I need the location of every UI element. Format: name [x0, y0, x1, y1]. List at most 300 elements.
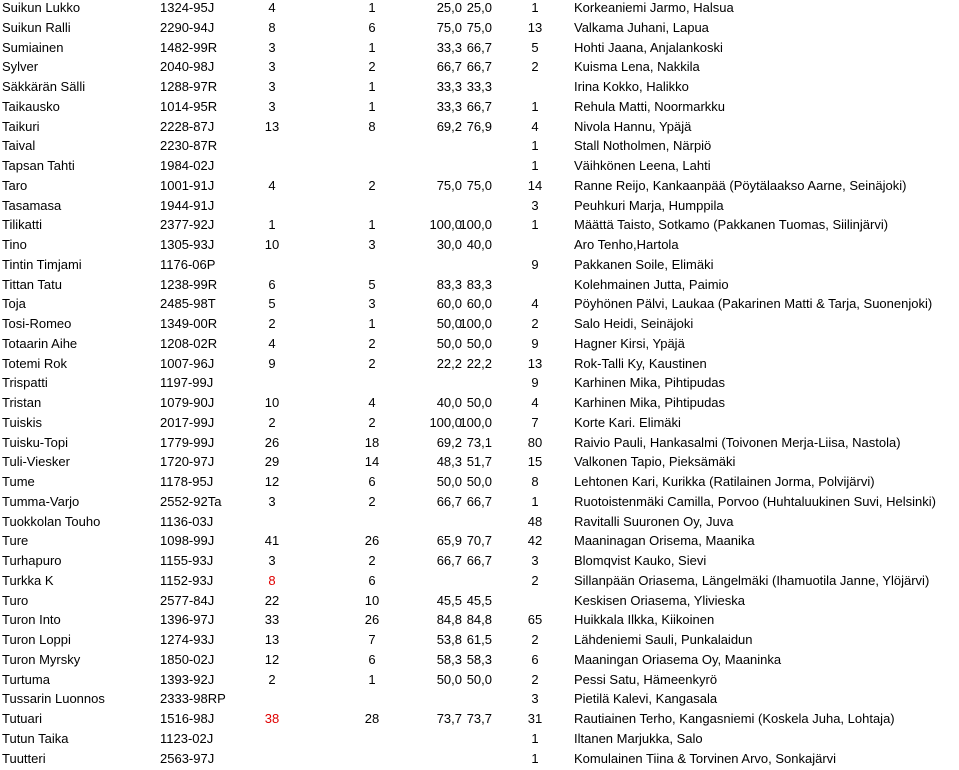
registration-number: 2577-84J — [160, 592, 215, 608]
owner-name: Iltanen Marjukka, Salo — [574, 730, 703, 746]
registration-number: 2377-92J — [160, 217, 215, 233]
horse-name: Sumiainen — [2, 39, 64, 55]
owner-name: Pöyhönen Pälvi, Laukaa (Pakarinen Matti & Tarja, Suonenjoki) — [574, 296, 933, 312]
starts-count: 33 — [264, 612, 280, 628]
offspring-count: 1 — [531, 0, 539, 15]
offspring-count: 2 — [531, 671, 539, 687]
registration-number: 1274-93J — [160, 632, 215, 647]
offspring-count: 2 — [531, 316, 539, 331]
owner-name: Maaninagan Orisema, Maanika — [574, 533, 755, 549]
registration-number: 2563-97J — [160, 750, 215, 766]
owner-name: Valkonen Tapio, Pieksämäki — [574, 454, 736, 470]
starts-count: 26 — [264, 434, 280, 450]
offspring-count: 2 — [531, 572, 539, 588]
registration-number: 1136-03J — [160, 513, 214, 529]
place-percent: 66,7 — [466, 39, 492, 55]
offspring-count: 13 — [527, 355, 543, 371]
owner-name: Pakkanen Soile, Elimäki — [574, 256, 714, 272]
offspring-count: 9 — [531, 335, 539, 351]
win-percent: 50,0 — [436, 671, 462, 687]
horse-name: Tilikatti — [2, 217, 42, 233]
starts-count: 12 — [264, 651, 280, 667]
wins-count: 1 — [368, 316, 376, 331]
place-percent: 66,7 — [466, 493, 492, 509]
starts-count: 3 — [268, 59, 276, 75]
table-row — [0, 691, 959, 711]
table-row — [0, 632, 959, 652]
table-row — [0, 395, 959, 415]
win-percent: 84,8 — [436, 612, 462, 628]
horse-name: Turkka K — [2, 572, 54, 588]
win-percent: 100,0 — [429, 217, 462, 233]
place-percent: 84,8 — [466, 612, 492, 628]
owner-name: Nivola Hannu, Ypäjä — [574, 118, 692, 134]
win-percent: 69,2 — [436, 434, 462, 450]
offspring-count: 4 — [531, 395, 539, 410]
offspring-count: 1 — [531, 98, 539, 114]
horse-name: Totemi Rok — [2, 355, 68, 371]
table-row — [0, 119, 959, 139]
offspring-count: 7 — [531, 414, 539, 430]
horse-name: Taikausko — [2, 98, 60, 114]
horse-name: Tristan — [2, 395, 42, 410]
owner-name: Rok-Talli Ky, Kaustinen — [574, 355, 707, 371]
registration-number: 1779-99J — [160, 434, 215, 450]
starts-count: 3 — [268, 79, 276, 94]
wins-count: 14 — [364, 454, 380, 470]
horse-name: Taival — [2, 138, 36, 154]
registration-number: 2333-98RP — [160, 691, 226, 707]
owner-name: Määttä Taisto, Sotkamo (Pakkanen Tuomas, Siilinjärvi) — [574, 217, 889, 233]
registration-number: 1208-02R — [160, 335, 218, 351]
wins-count: 2 — [368, 355, 376, 371]
place-percent: 75,0 — [466, 19, 492, 35]
wins-count: 28 — [364, 711, 380, 726]
horse-name: Turon Myrsky — [2, 651, 81, 667]
horse-name: Tapsan Tahti — [2, 158, 75, 173]
win-percent: 25,0 — [436, 0, 462, 15]
wins-count: 1 — [368, 39, 376, 55]
registration-number: 2230-87R — [160, 138, 218, 154]
table-row — [0, 573, 959, 593]
place-percent: 70,7 — [466, 533, 492, 549]
win-percent: 50,0 — [436, 474, 462, 489]
owner-name: Kolehmainen Jutta, Paimio — [574, 276, 729, 292]
place-percent: 60,0 — [466, 296, 492, 312]
table-row — [0, 316, 959, 336]
place-percent: 73,7 — [466, 711, 492, 726]
win-percent: 50,0 — [436, 316, 462, 331]
offspring-count: 6 — [531, 651, 539, 667]
win-percent: 30,0 — [436, 237, 462, 252]
place-percent: 100,0 — [459, 217, 492, 233]
wins-count: 6 — [368, 19, 376, 35]
wins-count: 26 — [364, 612, 380, 628]
horse-name: Ture — [2, 533, 29, 549]
win-percent: 75,0 — [436, 19, 462, 35]
horse-name: Suikun Lukko — [2, 0, 81, 15]
registration-number: 2552-92Ta — [160, 493, 222, 509]
table-row — [0, 375, 959, 395]
registration-number: 2228-87J — [160, 118, 215, 134]
place-percent: 83,3 — [466, 276, 492, 292]
win-percent: 22,2 — [436, 355, 462, 371]
starts-count: 4 — [268, 177, 276, 193]
offspring-count: 80 — [527, 434, 543, 450]
win-percent: 53,8 — [436, 632, 462, 647]
registration-number: 1944-91J — [160, 197, 215, 213]
place-percent: 33,3 — [466, 79, 492, 94]
horse-name: Turhapuro — [2, 553, 62, 568]
place-percent: 25,0 — [466, 0, 492, 15]
table-row — [0, 612, 959, 632]
table-row — [0, 257, 959, 277]
owner-name: Sillanpään Oriasema, Längelmäki (Ihamuotila Janne, Ylöjärvi) — [574, 572, 930, 588]
owner-name: Valkama Juhani, Lapua — [574, 19, 709, 35]
horse-name: Tosi-Romeo — [2, 316, 72, 331]
owner-name: Lähdeniemi Sauli, Punkalaidun — [574, 632, 753, 647]
registration-number: 1393-92J — [160, 671, 215, 687]
place-percent: 51,7 — [466, 454, 492, 470]
owner-name: Pietilä Kalevi, Kangasala — [574, 691, 718, 707]
table-row — [0, 237, 959, 257]
owner-name: Aro Tenho,Hartola — [574, 237, 679, 252]
offspring-count: 42 — [527, 533, 543, 549]
starts-count: 13 — [264, 118, 280, 134]
place-percent: 100,0 — [459, 414, 492, 430]
place-percent: 75,0 — [466, 177, 492, 193]
starts-count: 2 — [268, 671, 276, 687]
horse-name: Tintin Timjami — [2, 256, 82, 272]
place-percent: 50,0 — [466, 474, 492, 489]
place-percent: 40,0 — [466, 237, 492, 252]
wins-count: 10 — [364, 592, 380, 608]
registration-number: 2290-94J — [160, 19, 215, 35]
starts-count: 12 — [264, 474, 280, 489]
horse-name: Tumma-Varjo — [2, 493, 80, 509]
offspring-count: 65 — [527, 612, 543, 628]
registration-number: 1197-99J — [160, 375, 214, 391]
registration-number: 1516-98J — [160, 711, 215, 726]
table-row — [0, 454, 959, 474]
starts-count: 8 — [268, 572, 276, 588]
horse-name: Taikuri — [2, 118, 40, 134]
win-percent: 50,0 — [436, 335, 462, 351]
horse-name: Tuokkolan Touho — [2, 513, 101, 529]
wins-count: 1 — [368, 217, 376, 233]
wins-count: 5 — [368, 276, 376, 292]
registration-number: 1176-06P — [160, 256, 216, 272]
owner-name: Hagner Kirsi, Ypäjä — [574, 335, 685, 351]
registration-number: 1178-95J — [160, 474, 214, 489]
starts-count: 10 — [264, 395, 280, 410]
starts-count: 5 — [268, 296, 276, 312]
table-row — [0, 593, 959, 613]
owner-name: Pessi Satu, Hämeenkyrö — [574, 671, 718, 687]
place-percent: 50,0 — [466, 335, 492, 351]
table-row — [0, 99, 959, 119]
table-row — [0, 731, 959, 751]
place-percent: 45,5 — [466, 592, 492, 608]
offspring-count: 1 — [531, 493, 539, 509]
win-percent: 58,3 — [436, 651, 462, 667]
starts-count: 29 — [264, 454, 280, 470]
registration-number: 1238-99R — [160, 276, 218, 292]
wins-count: 3 — [368, 237, 376, 252]
place-percent: 76,9 — [466, 118, 492, 134]
owner-name: Salo Heidi, Seinäjoki — [574, 316, 694, 331]
starts-count: 6 — [268, 276, 276, 292]
offspring-count: 8 — [531, 474, 539, 489]
horse-name: Tuisku-Topi — [2, 434, 68, 450]
owner-name: Irina Kokko, Halikko — [574, 79, 689, 94]
registration-number: 1984-02J — [160, 158, 215, 173]
wins-count: 1 — [368, 671, 376, 687]
owner-name: Ravitalli Suuronen Oy, Juva — [574, 513, 734, 529]
table-row — [0, 553, 959, 573]
table-row — [0, 198, 959, 218]
owner-name: Peuhkuri Marja, Humppila — [574, 197, 724, 213]
table-row — [0, 296, 959, 316]
starts-count: 10 — [264, 237, 280, 252]
horse-name: Tuiskis — [2, 414, 42, 430]
registration-number: 2040-98J — [160, 59, 215, 75]
owner-name: Väihkönen Leena, Lahti — [574, 158, 711, 173]
table-row — [0, 435, 959, 455]
win-percent: 40,0 — [436, 395, 462, 410]
registration-number: 1123-02J — [160, 730, 214, 746]
win-percent: 69,2 — [436, 118, 462, 134]
win-percent: 66,7 — [436, 553, 462, 568]
registration-number: 1014-95R — [160, 98, 218, 114]
table-row — [0, 40, 959, 60]
registration-number: 1155-93J — [160, 553, 214, 568]
registration-number: 2485-98T — [160, 296, 216, 312]
horse-name: Suikun Ralli — [2, 19, 71, 35]
horse-name: Tutuari — [2, 711, 42, 726]
starts-count: 3 — [268, 39, 276, 55]
wins-count: 2 — [368, 59, 376, 75]
horse-name: Sylver — [2, 59, 39, 75]
owner-name: Maaningan Oriasema Oy, Maaninka — [574, 651, 782, 667]
offspring-count: 5 — [531, 39, 539, 55]
registration-number: 2017-99J — [160, 414, 215, 430]
place-percent: 100,0 — [459, 316, 492, 331]
offspring-count: 31 — [527, 711, 543, 726]
offspring-count: 3 — [531, 553, 539, 568]
horse-name: Tume — [2, 474, 35, 489]
wins-count: 2 — [368, 553, 376, 568]
owner-name: Hohti Jaana, Anjalankoski — [574, 39, 723, 55]
horse-name: Tasamasa — [2, 197, 62, 213]
owner-name: Rehula Matti, Noormarkku — [574, 98, 725, 114]
offspring-count: 1 — [531, 158, 539, 173]
offspring-count: 2 — [531, 632, 539, 647]
wins-count: 6 — [368, 651, 376, 667]
starts-count: 4 — [268, 0, 276, 15]
starts-count: 1 — [268, 217, 276, 233]
owner-name: Huikkala Ilkka, Kiikoinen — [574, 612, 715, 628]
starts-count: 22 — [264, 592, 280, 608]
starts-count: 41 — [264, 533, 280, 549]
starts-count: 2 — [268, 414, 276, 430]
horse-name: Säkkärän Sälli — [2, 79, 86, 94]
wins-count: 8 — [368, 118, 376, 134]
win-percent: 33,3 — [436, 79, 462, 94]
offspring-count: 9 — [531, 256, 539, 272]
win-percent: 48,3 — [436, 454, 462, 470]
win-percent: 66,7 — [436, 59, 462, 75]
wins-count: 2 — [368, 177, 376, 193]
owner-name: Karhinen Mika, Pihtipudas — [574, 395, 726, 410]
owner-name: Karhinen Mika, Pihtipudas — [574, 375, 726, 391]
place-percent: 22,2 — [466, 355, 492, 371]
table-row — [0, 533, 959, 553]
owner-name: Keskisen Oriasema, Ylivieska — [574, 592, 745, 608]
registration-number: 1001-91J — [160, 177, 215, 193]
place-percent: 50,0 — [466, 671, 492, 687]
offspring-count: 1 — [531, 138, 539, 154]
win-percent: 60,0 — [436, 296, 462, 312]
table-row — [0, 336, 959, 356]
place-percent: 58,3 — [466, 651, 492, 667]
wins-count: 1 — [368, 0, 376, 15]
horse-name: Tuli-Viesker — [2, 454, 70, 470]
place-percent: 61,5 — [466, 632, 492, 647]
starts-count: 13 — [264, 632, 280, 647]
place-percent: 66,7 — [466, 98, 492, 114]
win-percent: 100,0 — [429, 414, 462, 430]
offspring-count: 1 — [531, 730, 539, 746]
win-percent: 75,0 — [436, 177, 462, 193]
offspring-count: 48 — [527, 513, 543, 529]
starts-count: 3 — [268, 553, 276, 568]
table-row — [0, 672, 959, 692]
owner-name: Korkeaniemi Jarmo, Halsua — [574, 0, 734, 15]
place-percent: 50,0 — [466, 395, 492, 410]
offspring-count: 9 — [531, 375, 539, 391]
win-percent: 65,9 — [436, 533, 462, 549]
registration-number: 1324-95J — [160, 0, 215, 15]
offspring-count: 3 — [531, 691, 539, 707]
table-row — [0, 79, 959, 99]
wins-count: 2 — [368, 335, 376, 351]
table-row — [0, 138, 959, 158]
horse-name: Trispatti — [2, 375, 48, 391]
table-row — [0, 20, 959, 40]
starts-count: 3 — [268, 98, 276, 114]
owner-name: Kuisma Lena, Nakkila — [574, 59, 700, 75]
table-row — [0, 474, 959, 494]
registration-number: 1305-93J — [160, 237, 215, 252]
offspring-count: 2 — [531, 59, 539, 75]
owner-name: Rautiainen Terho, Kangasniemi (Koskela Juha, Lohtaja) — [574, 711, 895, 726]
owner-name: Ranne Reijo, Kankaanpää (Pöytälaakso Aarne, Seinäjoki) — [574, 177, 907, 193]
table-row — [0, 59, 959, 79]
table-row — [0, 158, 959, 178]
owner-name: Korte Kari. Elimäki — [574, 414, 681, 430]
registration-number: 1152-93J — [160, 572, 214, 588]
registration-number: 1349-00R — [160, 316, 218, 331]
starts-count: 8 — [268, 19, 276, 35]
horse-name: Totaarin Aihe — [2, 335, 78, 351]
offspring-count: 3 — [531, 197, 539, 213]
table-row — [0, 652, 959, 672]
offspring-count: 4 — [531, 118, 539, 134]
horse-name: Tittan Tatu — [2, 276, 62, 292]
table-row — [0, 415, 959, 435]
table-row — [0, 711, 959, 731]
table-row — [0, 178, 959, 198]
registration-number: 1098-99J — [160, 533, 215, 549]
registration-number: 1850-02J — [160, 651, 215, 667]
owner-name: Lehtonen Kari, Kurikka (Ratilainen Jorma, Polvijärvi) — [574, 474, 875, 489]
horse-name: Tutun Taika — [2, 730, 69, 746]
win-percent: 33,3 — [436, 98, 462, 114]
owner-name: Ruotoistenmäki Camilla, Porvoo (Huhtaluukinen Suvi, Helsinki) — [574, 493, 936, 509]
horse-name: Taro — [2, 177, 28, 193]
table-row — [0, 356, 959, 376]
win-percent: 45,5 — [436, 592, 462, 608]
wins-count: 2 — [368, 493, 376, 509]
win-percent: 66,7 — [436, 493, 462, 509]
win-percent: 83,3 — [436, 276, 462, 292]
win-percent: 73,7 — [436, 711, 462, 726]
registration-number: 1720-97J — [160, 454, 215, 470]
table-row — [0, 0, 959, 20]
wins-count: 7 — [368, 632, 376, 647]
table-row — [0, 494, 959, 514]
wins-count: 1 — [368, 98, 376, 114]
table-row — [0, 514, 959, 534]
starts-count: 2 — [268, 316, 276, 331]
horse-name: Tino — [2, 237, 27, 252]
offspring-count: 1 — [531, 750, 539, 766]
win-percent: 33,3 — [436, 39, 462, 55]
offspring-count: 4 — [531, 296, 539, 312]
offspring-count: 15 — [527, 454, 543, 470]
owner-name: Stall Notholmen, Närpiö — [574, 138, 712, 154]
horse-name: Turo — [2, 592, 29, 608]
owner-name: Blomqvist Kauko, Sievi — [574, 553, 707, 568]
place-percent: 66,7 — [466, 59, 492, 75]
starts-count: 4 — [268, 335, 276, 351]
registration-number: 1396-97J — [160, 612, 215, 628]
horse-name: Tuutteri — [2, 750, 46, 766]
starts-count: 3 — [268, 493, 276, 509]
horse-name: Turon Into — [2, 612, 61, 628]
horse-name: Tussarin Luonnos — [2, 691, 105, 707]
registration-number: 1079-90J — [160, 395, 215, 410]
horse-name: Turon Loppi — [2, 632, 71, 647]
table-row — [0, 277, 959, 297]
starts-count: 38 — [264, 711, 280, 726]
horse-name: Turtuma — [2, 671, 50, 687]
table-row — [0, 751, 959, 770]
wins-count: 1 — [368, 79, 376, 94]
offspring-count: 14 — [527, 177, 543, 193]
place-percent: 66,7 — [466, 553, 492, 568]
owner-name: Raivio Pauli, Hankasalmi (Toivonen Merja-Liisa, Nastola) — [574, 434, 901, 450]
offspring-count: 1 — [531, 217, 539, 233]
wins-count: 2 — [368, 414, 376, 430]
horse-name: Toja — [2, 296, 26, 312]
wins-count: 6 — [368, 474, 376, 489]
wins-count: 4 — [368, 395, 376, 410]
registration-number: 1288-97R — [160, 79, 218, 94]
owner-name: Komulainen Tiina & Torvinen Arvo, Sonkajärvi — [574, 750, 837, 766]
wins-count: 26 — [364, 533, 380, 549]
